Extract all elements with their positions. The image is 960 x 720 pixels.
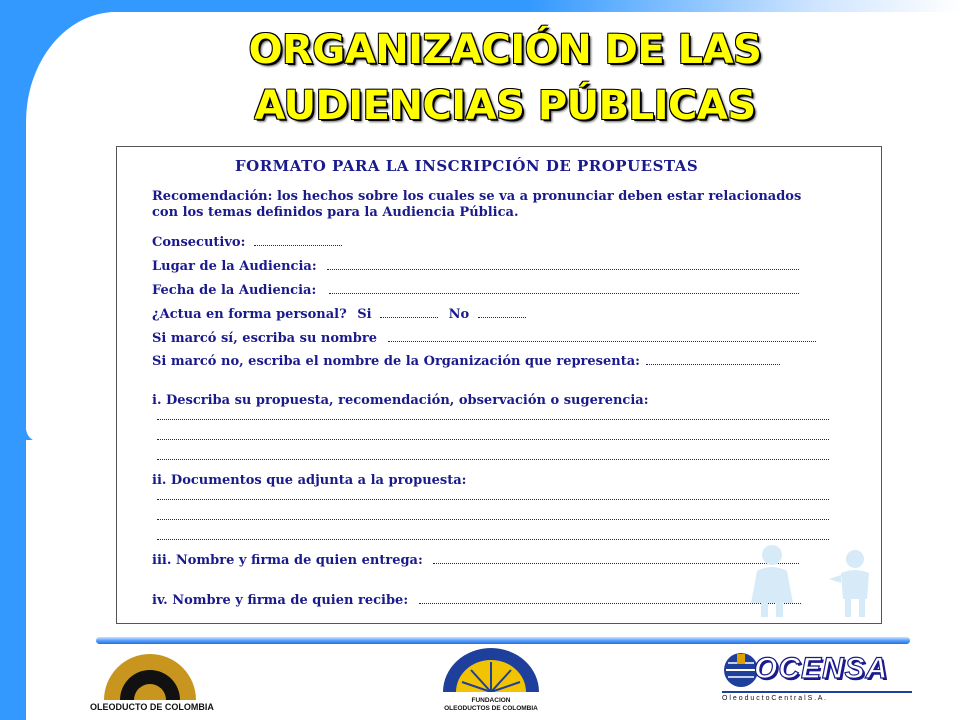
ocensa-rule (722, 691, 912, 693)
lugar-field (152, 259, 799, 274)
fecha-blank (329, 283, 799, 294)
si-marco-field (152, 331, 816, 346)
consecutivo-label: Consecutivo: (152, 235, 246, 250)
item-iii-field (152, 553, 799, 568)
item-i-line-1 (157, 417, 829, 420)
logo-fundacion (438, 648, 544, 718)
si-label: Si (357, 307, 372, 322)
logo-ocensa (722, 650, 912, 710)
actua-label: ¿Actua en forma personal? (152, 307, 347, 322)
logo-oleoducto-de-colombia (90, 650, 214, 712)
footer-divider (96, 637, 910, 644)
item-ii-line-3 (157, 537, 829, 540)
si-marco-label: Si marcó sí, escriba su nombre (152, 331, 378, 346)
no-blank (478, 307, 526, 318)
slide-title (170, 22, 840, 134)
si-blank (380, 307, 438, 318)
frame-corner-curve (26, 12, 116, 442)
recommendation-line-2: con los temas definidos para la Audiencia Pública. (152, 205, 519, 220)
item-iv-label: iv. Nombre y firma de quien recibe: (152, 593, 409, 608)
slide-title-line-2: AUDIENCIAS PÚBLICAS (254, 83, 756, 129)
form-heading: FORMATO PARA LA INSCRIPCIÓN DE PROPUESTAS (235, 157, 699, 175)
center-logo-caption-2: OLEODUCTOS DE COLOMBIA (444, 705, 538, 712)
no-label: No (448, 307, 470, 322)
left-logo-caption: OLEODUCTO DE COLOMBIA (90, 702, 214, 712)
item-ii-label: ii. Documentos que adjunta a la propuesta: (152, 473, 467, 488)
ocensa-tagline: O l e o d u c t o C e n t r a l S . A . (722, 695, 826, 702)
children-watermark-icon (737, 543, 877, 618)
item-ii-line-2 (157, 517, 829, 520)
actua-field (152, 307, 526, 322)
item-iii-label: iii. Nombre y firma de quien entrega: (152, 553, 423, 568)
si-marco-blank (388, 331, 816, 342)
center-logo-caption-1: FUNDACION (471, 697, 511, 704)
ocensa-wordmark: OCENSA (754, 652, 889, 685)
consecutivo-blank (254, 235, 342, 246)
consecutivo-field (152, 235, 342, 250)
fecha-field (152, 283, 799, 298)
item-iv-field (152, 593, 801, 608)
slide-title-line-1: ORGANIZACIÓN DE LAS (248, 27, 762, 73)
fecha-label: Fecha de la Audiencia: (152, 283, 317, 298)
lugar-blank (327, 259, 799, 270)
item-i-line-2 (157, 437, 829, 440)
item-i-label: i. Describa su propuesta, recomendación, observación o sugerencia: (152, 393, 649, 408)
item-i-line-3 (157, 457, 829, 460)
lugar-label: Lugar de la Audiencia: (152, 259, 317, 274)
proposal-form (116, 146, 882, 624)
no-marco-label: Si marcó no, escriba el nombre de la Organización que representa: (152, 354, 640, 369)
recommendation-line-1: Recomendación: los hechos sobre los cuales se va a pronunciar deben estar relacionados (152, 189, 802, 204)
frame-top-bar (0, 0, 960, 12)
item-ii-line-1 (157, 497, 829, 500)
no-marco-blank (646, 354, 780, 365)
frame-left-bar (0, 420, 26, 720)
no-marco-field (152, 354, 780, 369)
fundacion-sun-icon (438, 648, 544, 692)
oleoducto-arch-icon (90, 650, 210, 700)
